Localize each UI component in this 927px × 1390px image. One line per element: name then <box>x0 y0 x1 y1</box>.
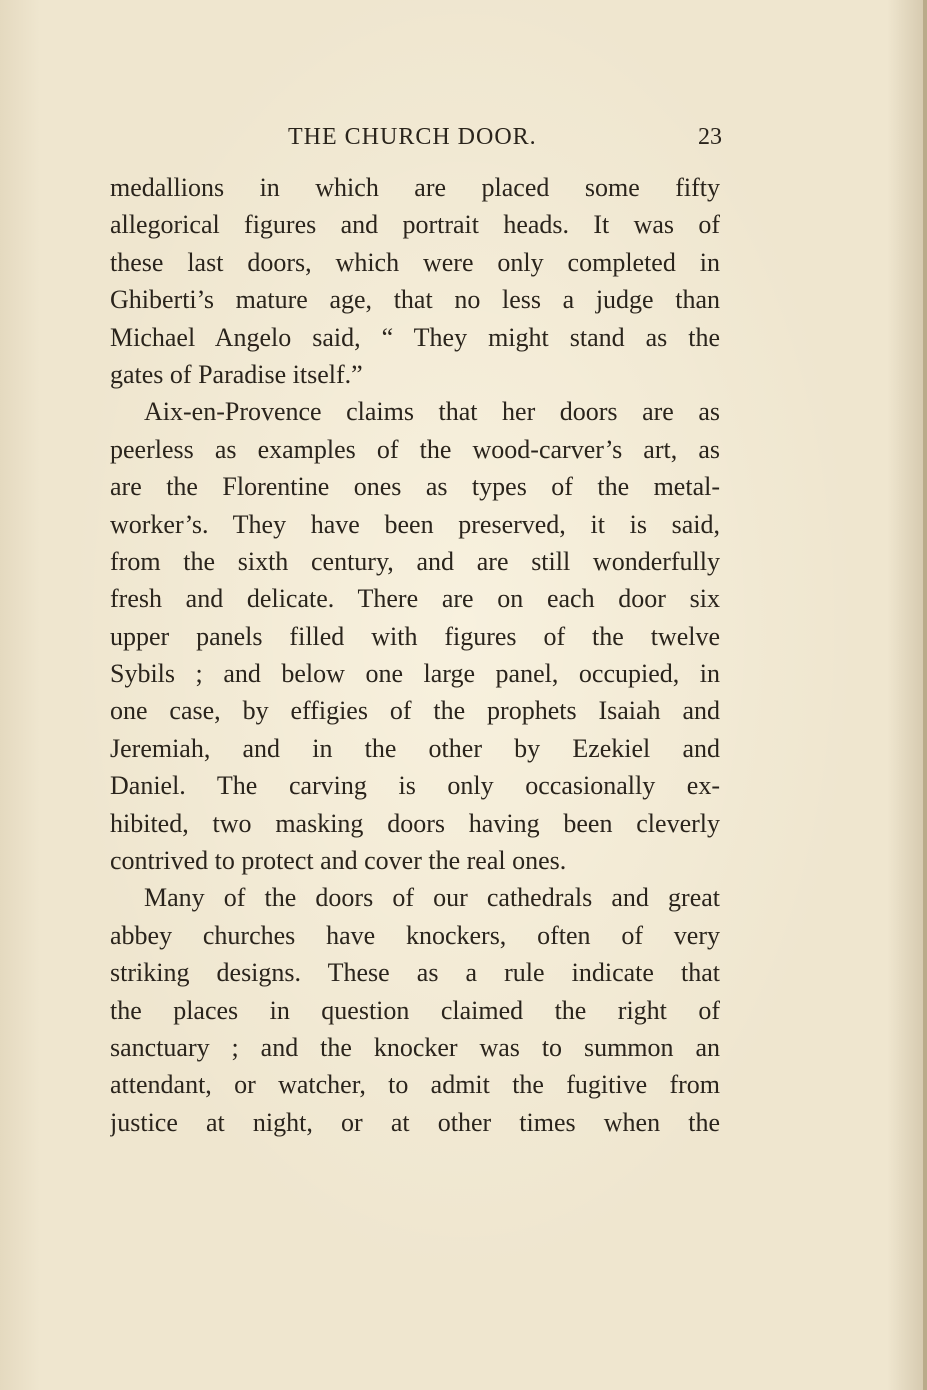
text-line: upper panels filled with figures of the twelve <box>110 621 720 651</box>
text-line: Many of the doors of our cathedrals and great <box>144 883 720 913</box>
text-line: sanctuary ; and the knocker was to summon an <box>110 1032 720 1062</box>
text-line: attendant, or watcher, to admit the fugitive from <box>110 1070 720 1100</box>
text-line: peerless as examples of the wood-carver’s art, as <box>110 434 720 464</box>
page-edge <box>923 0 927 1390</box>
text-line: the places in question claimed the right of <box>110 995 720 1025</box>
text-line: justice at night, or at other times when the <box>110 1107 720 1137</box>
text-line: Michael Angelo said, “ They might stand as the <box>110 322 720 352</box>
running-head: THE CHURCH DOOR. <box>288 124 537 150</box>
text-line: Sybils ; and below one large panel, occupied, in <box>110 659 720 689</box>
body-text <box>110 169 720 1141</box>
text-line: Daniel. The carving is only occasionally ex- <box>110 771 720 801</box>
page-number: 23 <box>698 124 722 150</box>
paragraph <box>110 169 720 393</box>
text-line: Aix-en-Provence claims that her doors are as <box>144 397 720 427</box>
text-line: from the sixth century, and are still wonderfully <box>110 546 720 576</box>
text-line: fresh and delicate. There are on each door six <box>110 584 720 614</box>
text-line: these last doors, which were only completed in <box>110 247 720 277</box>
text-line: medallions in which are placed some fifty <box>110 173 720 202</box>
text-line: gates of Paradise itself.” <box>110 359 363 389</box>
page-header <box>110 124 722 158</box>
text-line: abbey churches have knockers, often of very <box>110 920 720 950</box>
text-line: hibited, two masking doors having been cleverly <box>110 808 720 838</box>
text-line: are the Florentine ones as types of the metal- <box>110 472 720 502</box>
text-line: Jeremiah, and in the other by Ezekiel and <box>110 733 720 763</box>
text-line: contrived to protect and cover the real ones. <box>110 846 567 876</box>
paragraph <box>110 393 720 879</box>
paragraph <box>110 879 720 1141</box>
text-line: worker’s. They have been preserved, it is said, <box>110 509 720 539</box>
text-line: striking designs. These as a rule indicate that <box>110 958 720 988</box>
text-line: Ghiberti’s mature age, that no less a judge than <box>110 285 720 315</box>
text-line: one case, by effigies of the prophets Isaiah and <box>110 696 720 726</box>
text-line: allegorical figures and portrait heads. It was of <box>110 210 720 240</box>
